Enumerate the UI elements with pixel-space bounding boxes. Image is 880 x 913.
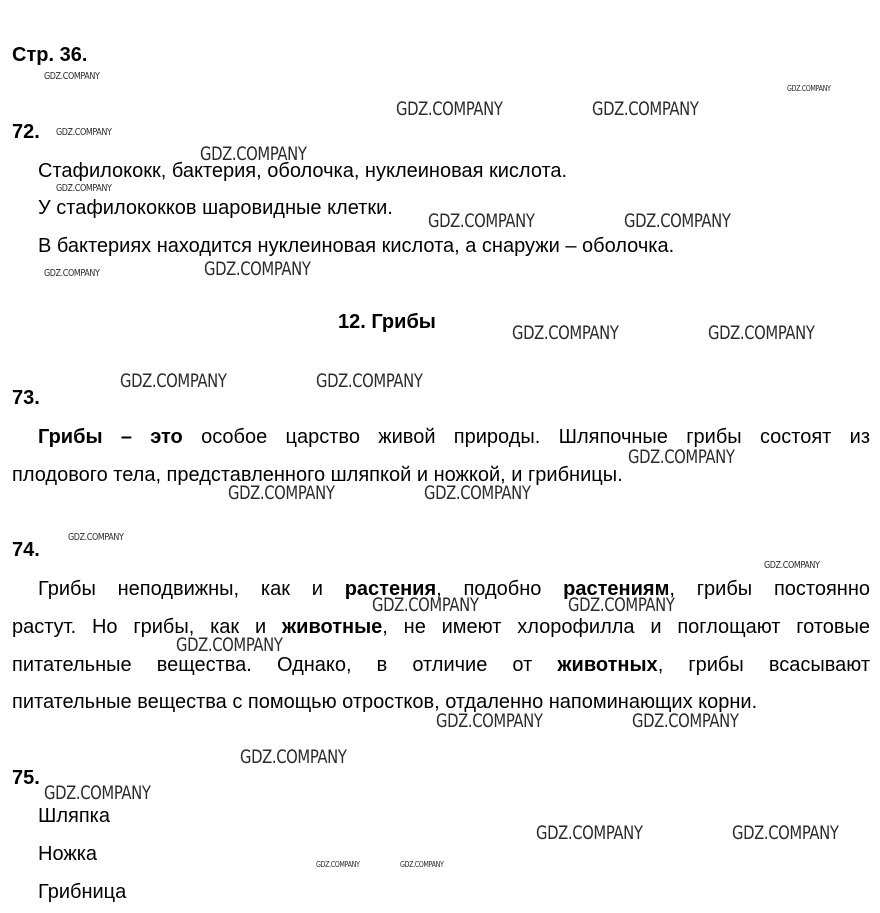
- watermark: GDZ.COMPANY: [56, 183, 112, 194]
- watermark: GDZ.COMPANY: [400, 860, 444, 869]
- watermark: GDZ.COMPANY: [632, 710, 739, 732]
- watermark: GDZ.COMPANY: [228, 482, 335, 504]
- task-73-line-1-rest: особое царство живой природы. Шляпочные грибы состоят из: [182, 426, 870, 448]
- task-75-number: 75.: [12, 767, 40, 789]
- watermark: GDZ.COMPANY: [176, 634, 283, 656]
- watermark: GDZ.COMPANY: [240, 746, 347, 768]
- watermark: GDZ.COMPANY: [436, 710, 543, 732]
- watermark: GDZ.COMPANY: [764, 560, 820, 571]
- task-74-line-4: питательные вещества с помощью отростков, отдаленно напоминающих корни.: [12, 691, 758, 713]
- watermark: GDZ.COMPANY: [44, 268, 100, 279]
- text-run: , грибы постоянно: [669, 578, 870, 600]
- watermark: GDZ.COMPANY: [68, 532, 124, 543]
- watermark: GDZ.COMPANY: [628, 446, 735, 468]
- watermark: GDZ.COMPANY: [44, 782, 151, 804]
- task-75-item-1: Шляпка: [38, 805, 110, 827]
- watermark: GDZ.COMPANY: [56, 127, 112, 138]
- bold-term: животных: [557, 654, 658, 676]
- task-73-line-2: плодового тела, представленного шляпкой и ножкой, и грибницы.: [12, 464, 623, 486]
- task-73-bold-lead: Грибы – это: [38, 426, 183, 448]
- bold-term: животные: [281, 616, 383, 638]
- watermark: GDZ.COMPANY: [316, 370, 423, 392]
- watermark: GDZ.COMPANY: [592, 98, 699, 120]
- watermark: GDZ.COMPANY: [732, 822, 839, 844]
- watermark: GDZ.COMPANY: [372, 594, 479, 616]
- page-reference: Стр. 36.: [12, 44, 88, 66]
- task-75-item-3: Грибница: [38, 881, 127, 903]
- section-title: 12. Грибы: [338, 311, 436, 333]
- text-run: , подобно: [436, 578, 564, 600]
- task-73-number: 73.: [12, 387, 40, 409]
- text-run: растут. Но грибы, как и: [12, 616, 282, 638]
- task-72-number: 72.: [12, 121, 40, 143]
- watermark: GDZ.COMPANY: [708, 322, 815, 344]
- text-run: , грибы всасывают: [657, 654, 870, 676]
- watermark: GDZ.COMPANY: [428, 210, 535, 232]
- watermark: GDZ.COMPANY: [512, 322, 619, 344]
- text-run: , не имеют хлорофилла и поглощают готовые: [382, 616, 870, 638]
- watermark: GDZ.COMPANY: [316, 860, 360, 869]
- watermark: GDZ.COMPANY: [200, 143, 307, 165]
- task-72-line-1: Стафилококк, бактерия, оболочка, нуклеиновая кислота.: [38, 160, 568, 182]
- task-72-line-3: В бактериях находится нуклеиновая кислота, а снаружи – оболочка.: [38, 235, 675, 257]
- bold-term: растениям: [563, 578, 670, 600]
- bold-term: растения: [344, 578, 437, 600]
- task-72-line-2: У стафилококков шаровидные клетки.: [38, 197, 393, 219]
- task-75-item-2: Ножка: [38, 843, 98, 865]
- task-73-line-1: [38, 427, 870, 447]
- watermark: GDZ.COMPANY: [536, 822, 643, 844]
- watermark: GDZ.COMPANY: [568, 594, 675, 616]
- watermark: GDZ.COMPANY: [204, 258, 311, 280]
- watermark: GDZ.COMPANY: [787, 84, 831, 93]
- text-run: Грибы неподвижны, как и: [38, 578, 345, 600]
- watermark: GDZ.COMPANY: [424, 482, 531, 504]
- task-74-number: 74.: [12, 539, 40, 561]
- task-74-line-3: [12, 655, 870, 675]
- watermark: GDZ.COMPANY: [120, 370, 227, 392]
- text-run: питательные вещества. Однако, в отличие от: [12, 654, 558, 676]
- task-74-line-2: [12, 617, 870, 637]
- watermark: GDZ.COMPANY: [396, 98, 503, 120]
- watermark: GDZ.COMPANY: [624, 210, 731, 232]
- watermark: GDZ.COMPANY: [44, 71, 100, 82]
